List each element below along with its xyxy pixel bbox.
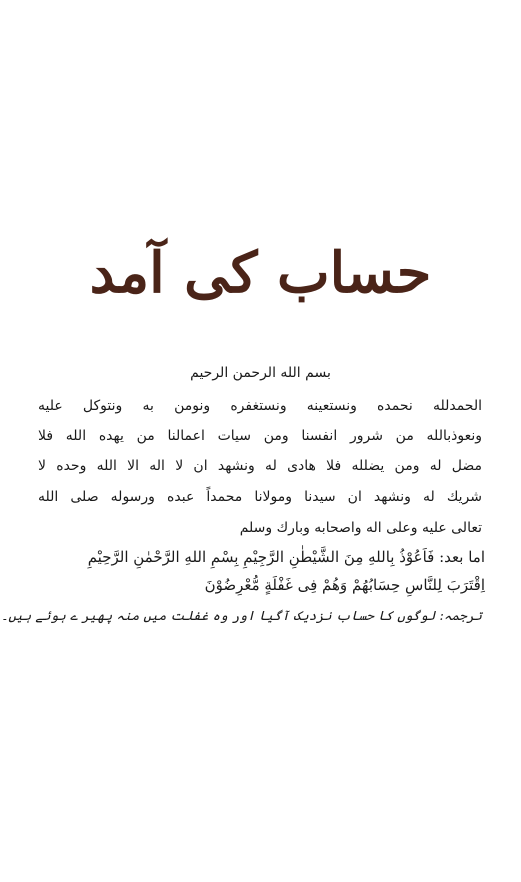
khutba-line-4: شريك له ونشهد ان سيدنا ومولانا محمداً عبده ورسوله صلى الله bbox=[38, 489, 482, 505]
chapter-title: حساب کی آمد bbox=[89, 240, 432, 306]
quran-line-2: اِقْتَرَبَ لِلنَّاسِ حِسَابُهُمْ وَهُمْ فِى غَفْلَةٍ مُّعْرِضُوْنَ bbox=[204, 576, 485, 594]
khutba-line-1: الحمدلله نحمده ونستعينه ونستغفره ونومن به ونتوكل عليه bbox=[38, 398, 482, 414]
basmala: بسم الله الرحمن الرحيم bbox=[190, 365, 331, 381]
translation: ترجمہ: لوگوں کا حساب نزدیک آگیا اور وہ غفلت میں منہ پھیر ے ہوئے ہیں۔ bbox=[0, 609, 482, 624]
khutba-line-5: تعالى عليه وعلى اله واصحابه وبارك وسلم bbox=[239, 520, 482, 536]
quran-line-1: اما بعد: فَاَعُوْذُ بِاللهِ مِنَ الشَّيْطٰنِ الرَّجِيْمِ بِسْمِ اللهِ الرَّحْمٰنِ الرَّحِيْمِ bbox=[87, 548, 485, 566]
khutba-line-3: مضل له ومن يضلله فلا هادى له ونشهد ان لا اله الا الله وحده لا bbox=[38, 458, 482, 474]
khutba-line-2: ونعوذبالله من شرور انفسنا ومن سيات اعمالنا من يهده الله فلا bbox=[38, 428, 482, 444]
